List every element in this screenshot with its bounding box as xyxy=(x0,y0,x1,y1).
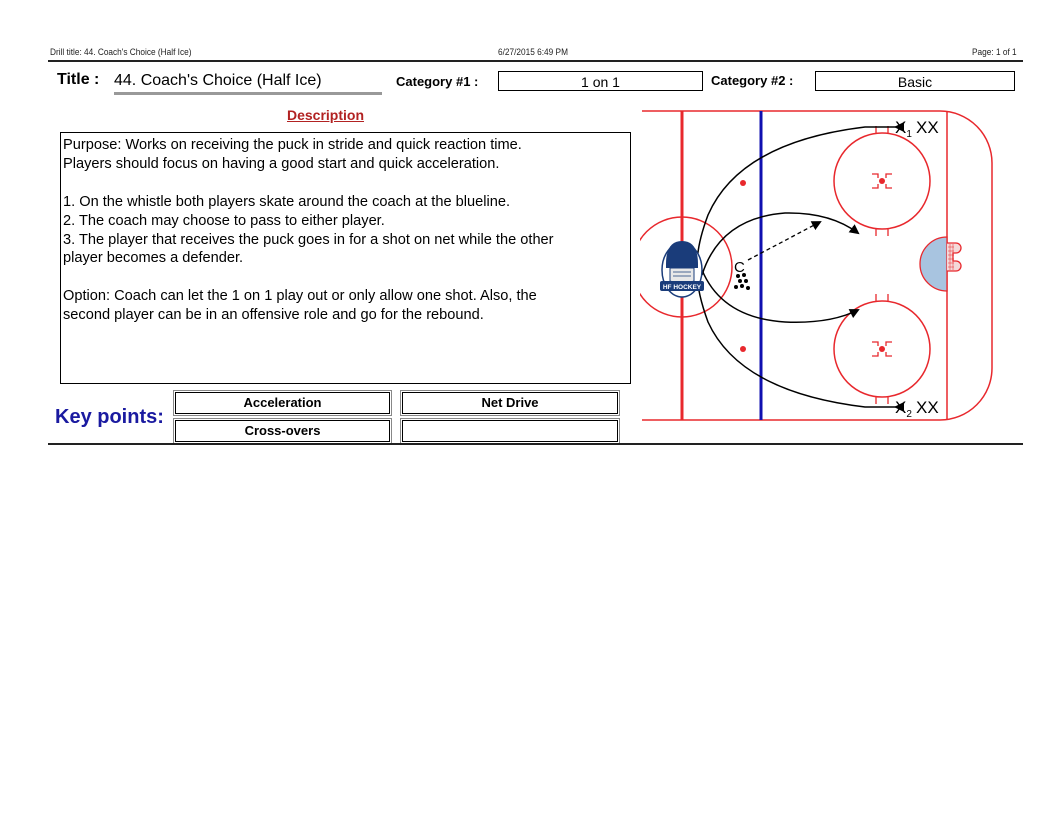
goal-net xyxy=(947,243,961,271)
description-heading: Description xyxy=(287,107,365,123)
description-text: Purpose: Works on receiving the puck in stride and quick reaction time. Players should focus on having a good start and quick acceleration. 1. On the whistle both players skate around the coach at the blueline. 2. The coach may choose to pass to either player. 3. The player that receives the puck goes in for a shot on net while the other player becomes a defender. Option: Coach can let the 1 on 1 play out or only allow one shot. Also, the second player can be in an offensive role and go for the rebound. xyxy=(60,132,631,384)
title-label: Title : xyxy=(57,71,100,88)
header-divider xyxy=(48,60,1023,62)
pass-line xyxy=(748,222,820,260)
category2-value: Basic xyxy=(815,71,1015,91)
bottom-faceoff-circle xyxy=(834,294,930,404)
top-faceoff-circle xyxy=(834,126,930,236)
drill-diagram xyxy=(640,100,1000,425)
hockey-logo xyxy=(660,241,704,297)
title-value: 44. Coach's Choice (Half Ice) xyxy=(114,72,382,95)
category1-label: Category #1 : xyxy=(396,74,479,89)
player-x2: $X_2$ xyxy=(895,398,912,420)
print-datetime: 6/27/2015 6:49 PM xyxy=(498,47,568,57)
neutral-dot-top xyxy=(740,180,746,186)
neutral-dot-bottom xyxy=(740,346,746,352)
coach-label: C xyxy=(734,259,745,276)
players-top-extra: XX xyxy=(916,118,939,137)
key-point-empty xyxy=(402,420,618,442)
drill-title-header: Drill title: 44. Coach's Choice (Half Ice) xyxy=(50,47,192,57)
players-bottom xyxy=(895,398,939,420)
players-top xyxy=(895,118,939,140)
player-x1: $X_1$ xyxy=(895,118,912,140)
page-number: Page: 1 of 1 xyxy=(972,47,1017,57)
key-point-cross-overs: Cross-overs xyxy=(175,420,390,442)
category2-label: Category #2 : xyxy=(711,73,794,88)
key-point-net-drive: Net Drive xyxy=(402,392,618,414)
category1-value: 1 on 1 xyxy=(498,71,703,91)
goal-crease xyxy=(920,237,947,291)
skate-path-attack-top xyxy=(702,213,858,275)
skate-path-bottom xyxy=(697,260,896,407)
footer-divider xyxy=(48,443,1023,445)
key-point-acceleration: Acceleration xyxy=(175,392,390,414)
logo-text: HF HOCKEY xyxy=(662,284,702,291)
key-points-label: Key points: xyxy=(55,406,164,428)
skate-path-top xyxy=(697,127,896,278)
skate-path-attack-bottom xyxy=(702,270,858,322)
players-bottom-extra: XX xyxy=(916,398,939,417)
